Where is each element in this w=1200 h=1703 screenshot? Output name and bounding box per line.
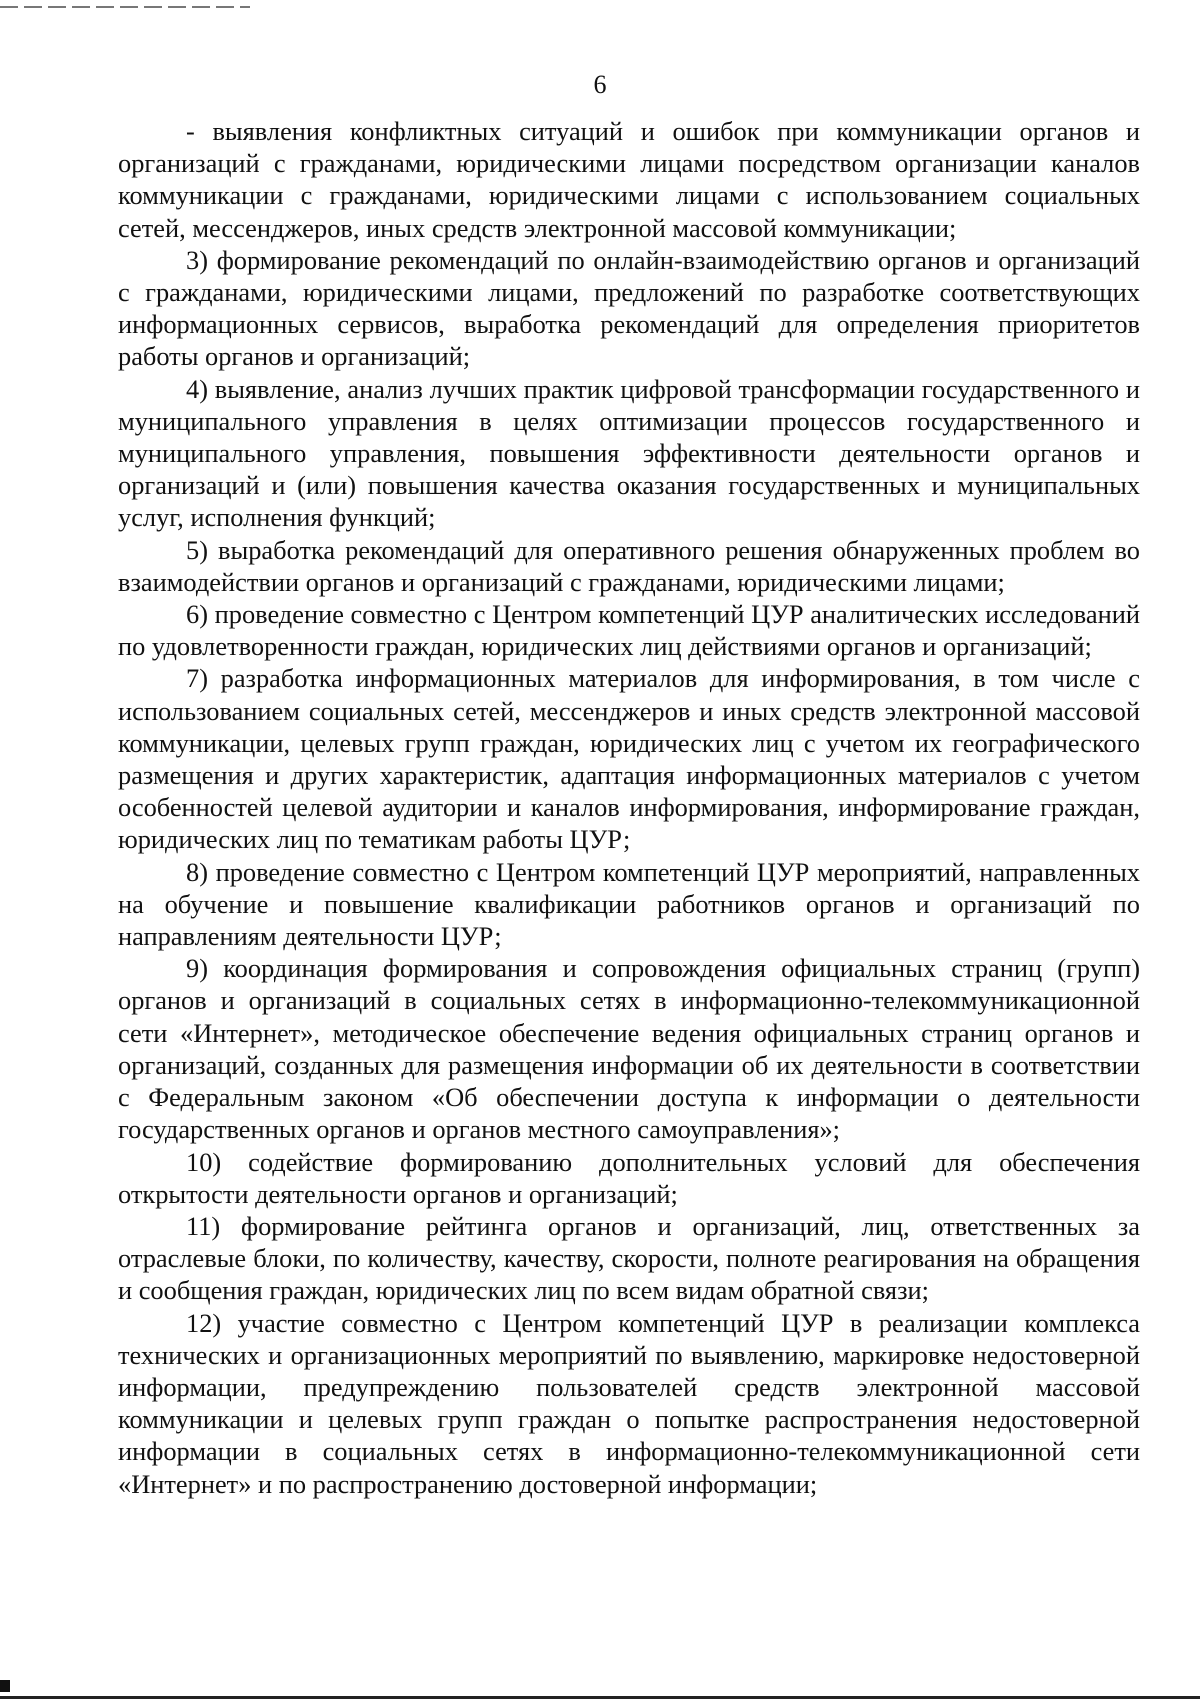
page-number: 6	[593, 70, 607, 99]
paragraph-item-12: 12) участие совместно с Центром компетенций ЦУР в реализации комплекса технических и организационных мероприятий по выявлению, маркировке недостоверной информации, предупреждению пользователей средств электронной массовой коммуникации и целевых групп граждан о попытке распространения недостоверной информации в социальных сетях в информационно-телекоммуникационной сети «Интернет» и по распространению достоверной информации;	[118, 1307, 1140, 1499]
paragraph-item-8: 8) проведение совместно с Центром компетенций ЦУР мероприятий, направленных на обучение и повышение квалификации работников органов и организаций по направлениям деятельности ЦУР;	[118, 856, 1140, 952]
paragraph-item-11: 11) формирование рейтинга органов и организаций, лиц, ответственных за отраслевые блоки, по количеству, качеству, скорости, полноте реагирования на обращения и сообщения граждан, юридических лиц по всем видам обратной связи;	[118, 1210, 1140, 1306]
paragraph-item-5: 5) выработка рекомендаций для оперативного решения обнаруженных проблем во взаимодействии органов и организаций с гражданами, юридическими лицами;	[118, 534, 1140, 597]
paragraph-item-6: 6) проведение совместно с Центром компетенций ЦУР аналитических исследований по удовлетворенности граждан, юридических лиц действиями органов и организаций;	[118, 599, 1140, 662]
scan-bottom-edge	[0, 1692, 1200, 1703]
paragraph-item-9: 9) координация формирования и сопровождения официальных страниц (групп) органов и организаций в социальных сетях в информационно-телекоммуникационной сети «Интернет», методическое обеспечение ведения официальных страниц органов и организаций, созданных для размещения информации об их деятельности в соответствии с Федеральным законом «Об обеспечении доступа к информации о деятельности государственных органов и органов местного самоуправления»;	[118, 953, 1140, 1145]
scan-top-rule	[0, 6, 250, 8]
paragraph-item-2-cont: - выявления конфликтных ситуаций и ошибок при коммуникации органов и организаций с гражданами, юридическими лицами посредством организации каналов коммуникации с гражданами, юридическими лицами с использованием социальных сетей, мессенджеров, иных средств электронной массовой коммуникации;	[118, 116, 1140, 243]
paragraph-item-7: 7) разработка информационных материалов для информирования, в том числе с использованием социальных сетей, мессенджеров и иных средств электронной массовой коммуникации, целевых групп граждан, юридических лиц с учетом их географического размещения и других характеристик, адаптация информационных материалов с учетом особенностей целевой аудитории и каналов информирования, информирование граждан, юридических лиц по тематикам работы ЦУР;	[118, 663, 1140, 855]
paragraph-item-3: 3) формирование рекомендаций по онлайн-взаимодействию органов и организаций с гражданами, юридическими лицами, предложений по разработке соответствующих информационных сервисов, выработка рекомендаций для определения приоритетов работы органов и организаций;	[118, 244, 1140, 372]
document-body	[118, 115, 1140, 1500]
paragraph-item-10: 10) содействие формированию дополнительных условий для обеспечения открытости деятельности органов и организаций;	[118, 1146, 1140, 1209]
paragraph-item-4: 4) выявление, анализ лучших практик цифровой трансформации государственного и муниципального управления в целях оптимизации процессов государственного и муниципального управления, повышения эффективности деятельности органов и организаций и (или) повышения качества оказания государственных и муниципальных услуг, исполнения функций;	[118, 373, 1140, 533]
